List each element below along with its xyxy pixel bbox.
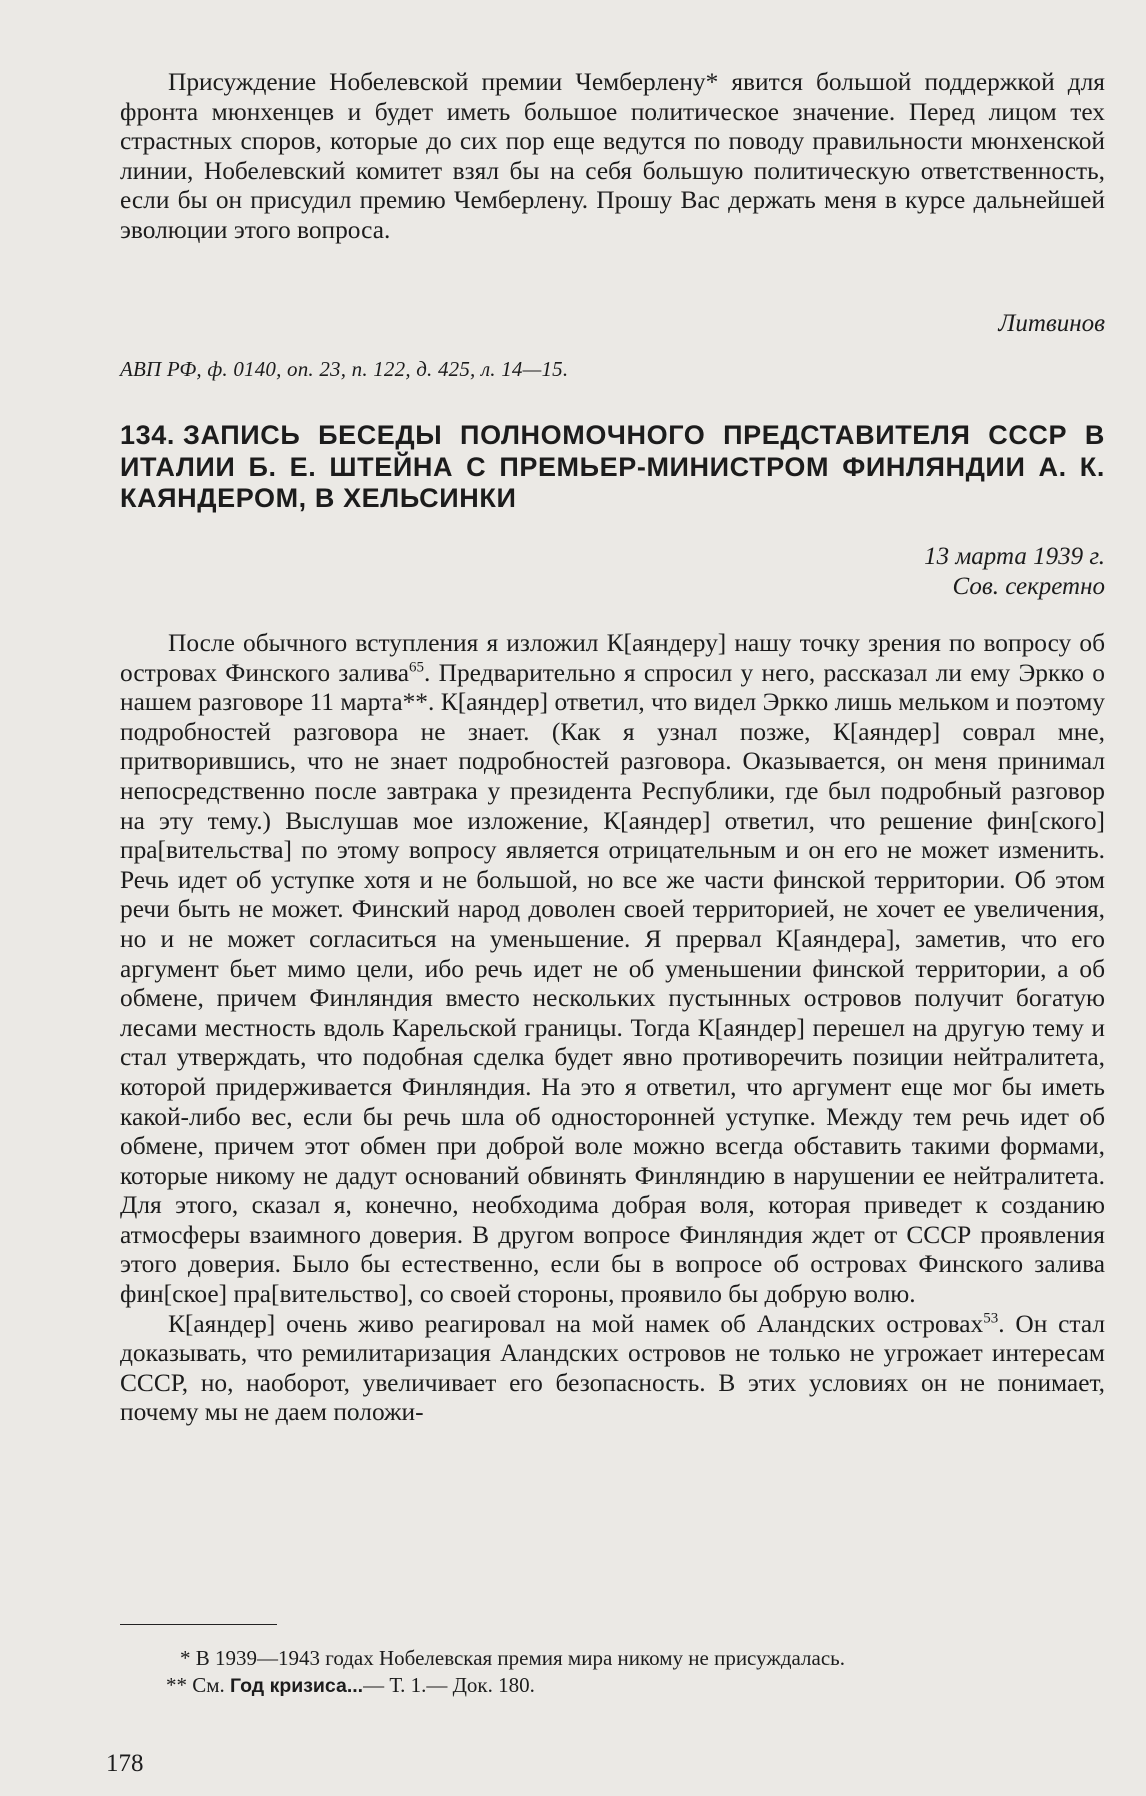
footnote-divider — [120, 1624, 277, 1625]
footnote-2-prefix: ** См. — [166, 1673, 225, 1697]
classification-mark: Сов. секретно — [952, 573, 1105, 600]
body-paragraph-2 — [120, 1310, 1105, 1428]
body-text — [120, 629, 1105, 1428]
body-paragraph-1-text-b: . Предварительно я спросил у него, рассказал ли ему Эркко о нашем разговоре 11 марта**. К[аяндер] ответил, что видел Эркко лишь мельком и поэтому подробностей разговора не знает. (Как я узнал позже, К[аяндер] соврал мне, притворившись, что не знает подробностей разговора. Оказывается, он меня принимал непосредственно после завтрака у президента Республики, где был подробный разговор на эту тему.) Выслушав мое изложение, К[аяндер] ответил, что решение фин[ского] пра[вительства] по этому вопросу является отрицательным и он его не может изменить. Речь идет об уступке хотя и не большой, но все же части финской территории. Об этом речи быть не может. Финский народ доволен своей территорией, не хочет ее увеличения, но и не может согласиться на уменьшение. Я прервал К[аяндера], заметив, что его аргумент бьет мимо цели, ибо речь идет не об уменьшении финской территории, а об обмене, причем Финляндия вместо нескольких пустынных островов получит богатую лесами местность вдоль Карельской границы. Тогда К[аяндер] перешел на другую тему и стал утверждать, что подобная сделка будет явно противоречить позиции нейтралитета, которой придерживается Финляндия. На это я ответил, что аргумент еще мог бы иметь какой-либо вес, если бы речь шла об односторонней уступке. Между тем речь идет об обмене, причем этот обмен при доброй воле можно всегда обставить такими формами, которые никому не дадут оснований обвинять Финляндию в нарушении ее нейтралитета. Для этого, сказал я, конечно, необходима добрая воля, которая приведет к созданию атмосферы взаимного доверия. В другом вопросе Финляндия ждет от СССР проявления этого доверия. Было бы естественно, если бы в вопросе об островах Финского залива фин[ское] пра[вительство], со своей стороны, проявило бы добрую волю. — [120, 658, 1106, 1309]
document-date: 13 марта 1939 г. — [924, 543, 1105, 570]
signature: Литвинов — [998, 310, 1105, 337]
footnote-2-suffix: — Т. 1.— Док. 180. — [363, 1673, 535, 1697]
archive-reference: АВП РФ, ф. 0140, оп. 23, п. 122, д. 425, л. 14—15. — [120, 357, 569, 381]
document-title: ЗАПИСЬ БЕСЕДЫ ПОЛНОМОЧНОГО ПРЕДСТАВИТЕЛЯ СССР В ИТАЛИИ Б. Е. ШТЕЙНА С ПРЕМЬЕР-МИНИСТРОМ ФИНЛЯНДИИ А. К. КАЯНДЕРОМ, В ХЕЛЬСИНКИ — [120, 420, 1105, 513]
page-number: 178 — [106, 1750, 144, 1777]
body-paragraph-1-text-a: После обычного вступления я изложил К[аяндеру] нашу точку зрения по вопросу об островах Финского залива — [120, 629, 1105, 687]
body-paragraph-2-text-a: К[аяндер] очень живо реагировал на мой намек об Аландских островах — [168, 1309, 984, 1338]
document-heading — [120, 420, 1105, 515]
body-paragraph-2-text-b: . Он стал доказывать, что ремилитаризация Аландских островов не только не угрожает интересам СССР, но, наоборот, увеличивает его безопасность. В этих условиях он не понимает, почему мы не даем положи- — [120, 1309, 1106, 1427]
top-paragraph: Присуждение Нобелевской премии Чемберлену* явится большой поддержкой для фронта мюнхенцев и будет иметь большое политическое значение. Перед лицом тех страстных споров, которые до сих пор еще ведутся по поводу правильности мюнхенской линии, Нобелевский комитет взял бы на себя большую политическую ответственность, если бы он присудил премию Чемберлену. Прошу Вас держать меня в курсе дальнейшей эволюции этого вопроса. — [120, 68, 1105, 244]
body-paragraph-1 — [120, 629, 1105, 1310]
footnote-ref-65: 65 — [409, 659, 424, 676]
top-paragraph-block — [120, 68, 1105, 246]
footnote-2 — [166, 1672, 535, 1699]
footnote-ref-53: 53 — [983, 1310, 999, 1327]
footnote-1: * В 1939—1943 годах Нобелевская премия мира никому не присуждалась. — [180, 1646, 845, 1670]
document-number: 134. — [120, 420, 175, 450]
footnote-2-source: Год кризиса... — [230, 1675, 364, 1697]
